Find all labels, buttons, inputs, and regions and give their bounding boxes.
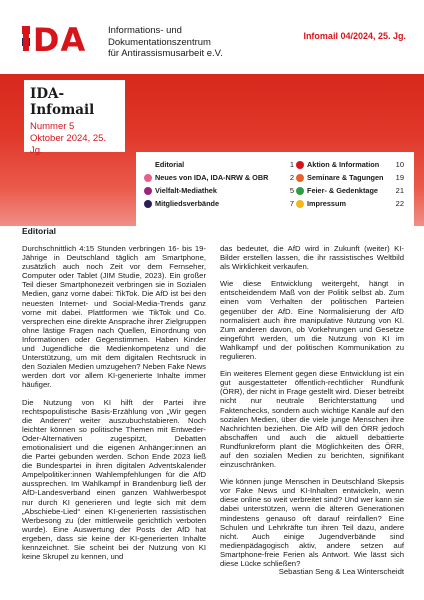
toc-column-left	[144, 158, 294, 210]
toc-item-label: Neues von IDA, IDA-NRW & OBR	[155, 173, 269, 182]
org-line: für Antirassismusarbeit e.V.	[108, 48, 223, 59]
toc-item-page: 1	[289, 160, 294, 169]
text-column-left	[22, 244, 206, 569]
issue-label: Infomail 04/2024, 25. Jg.	[303, 31, 406, 41]
text-column-right	[220, 244, 404, 576]
toc-item[interactable]	[296, 184, 404, 197]
toc-item-label: Seminare & Tagungen	[307, 173, 384, 182]
paragraph: Ein weiteres Element gegen diese Entwicklung ist ein gut ausgestatteter öffentlich-rechtlicher Rundfunk (ÖRR), der nicht in Frage gestellt wird. Dieser betreibt nicht nur neutrale Berichterstattung und Faktenchecks, sondern auch wichtige Kanäle auf den sozialen Medien, über die viele junge Menschen ihre Nachrichten beziehen. Die AfD will den ÖRR jedoch abschaffen und auch die aktuell debattierte Rundfunkreform plant die Möglichkeiten des ÖRR, auf den sozialen Medien zu berichten, signifikant einzuschränken.	[220, 369, 404, 470]
author-line: Sebastian Seng & Lea Winterscheidt	[278, 567, 404, 576]
section-color-dot-icon	[144, 174, 152, 182]
table-of-contents	[136, 152, 414, 234]
logo-text: IDA	[20, 21, 87, 59]
toc-item[interactable]	[296, 171, 404, 184]
toc-item-page: 2	[289, 173, 294, 182]
toc-item[interactable]	[144, 171, 294, 184]
section-color-dot-icon	[296, 187, 304, 195]
org-line: Informations- und	[108, 25, 182, 36]
section-heading: Editorial	[22, 226, 57, 236]
paragraph: Durchschnittlich 4:15 Stunden verbringen 16- bis 19-Jährige in Deutschland täglich am Smartphone, zusätzlich auch noch Zeit vor dem Fernseher, Computer oder Tablet (JIM Studie, 2023). Ein großer Teil dieser Smartphonezeit verbringen sie in Sozialen Medien, ganz vorne dabei: TikTok. Die AfD ist bei den neuesten Internet- und Social-Media-Trends ganz vorne mit dabei. Plattformen wie TikTok und Co. versprechen eine direkte Ansprache ihrer Zielgruppen ohne lästige Fragen nach Quellen, Einordnung von Informationen oder Gegenstimmen. Haben Kinder und Jugendliche die Medienkompetenz und die Unterstützung, um mit dem digitalen Rechtsruck in den Sozialen Medien umzugehen? Neben Fake News werden dort vor allem KI-generierte Inhalte immer häufiger.	[22, 244, 206, 390]
toc-item-label: Aktion & Information	[307, 160, 380, 169]
section-color-dot-icon	[296, 174, 304, 182]
toc-item-label: Editorial	[155, 160, 185, 169]
issue-date: Oktober 2024, 25. Jg.	[30, 133, 107, 156]
paragraph: Wie können junge Menschen in Deutschland Skepsis vor Fake News und KI-Inhalten entwickeln, wenn diese online so weit verbreitet sind? Und wer kann sie dabei unterstützen, wenn die älteren Generationen mindestens genauso oft darauf reinfallen? Eine Schulen und Lehrkräfte tun ihren Teil dazu, andere nicht. Auch einige Jugendverbände sind medienpädagogisch aktiv, andere setzen auf Smartphone-freie Ferien als Antwort. Wie lässt sich diese Lücke schließen?	[220, 477, 404, 568]
paragraph: das bedeutet, die AfD wird in Zukunft (weiter) KI-Bilder erstellen lassen, die ihr rassistisches Weltbild als Wirklichkeit verkaufen.	[220, 244, 404, 272]
title-box	[24, 80, 125, 156]
toc-item[interactable]	[296, 197, 404, 210]
section-color-dot-icon	[144, 200, 152, 208]
toc-item-page: 21	[395, 186, 404, 195]
toc-item-page: 19	[395, 173, 404, 182]
toc-item-label: Feier- & Gedenktage	[307, 186, 378, 195]
toc-item-label: Mitgliedsverbände	[155, 199, 220, 208]
toc-item[interactable]	[144, 158, 294, 171]
toc-item[interactable]	[144, 184, 294, 197]
toc-column-right	[296, 158, 404, 210]
header	[0, 0, 424, 74]
toc-item-page: 5	[289, 186, 294, 195]
toc-item[interactable]	[296, 158, 404, 171]
newsletter-title: IDA-Infomail	[30, 86, 95, 118]
section-color-dot-icon	[296, 161, 304, 169]
paragraph: Wie diese Entwicklung weitergeht, hängt in entscheidendem Maß von der Politik selbst ab. Zum einen vom Verhalten der politischen Parteien gegenüber der AfD. Eine Normalisierung der AfD normalisiert auch ihre manipulative Nutzung von KI. Zum anderen davon, ob Vorkehrungen und Gesetze eingeführt werden, um die Nutzung von KI im Wahlkampf und der politischen Kommunikation zu regulieren.	[220, 279, 404, 362]
section-color-dot-icon	[296, 200, 304, 208]
toc-item-page: 7	[289, 199, 294, 208]
org-line: Dokumentationszentrum	[108, 36, 211, 48]
toc-item[interactable]	[144, 197, 294, 210]
issue-number: Nummer 5	[30, 121, 75, 132]
section-color-dot-icon	[144, 187, 152, 195]
organization-name	[108, 25, 278, 60]
toc-item-page: 22	[395, 199, 404, 208]
toc-item-label: Impressum	[307, 199, 346, 208]
toc-item-label: Vielfalt-Mediathek	[155, 186, 217, 195]
paragraph: Die Nutzung von KI hilft der Partei ihre rechtspopulistische Basis-Erzählung von „Wir gegen die Anderen“ weiter auszubuchstabieren. Noch leichter können so politische Themen mit Entweder-Oder-Alternativen zugespitzt, Debatten emotionalisiert und die eigenen Anhänger:innen an die Partei gebunden werden. Schon Ende 2023 ließ die Bundespartei in ihren digitalen Adventskalender Ampelpolitiker:innen Wahlempfehlungen für die AfD aussprechen. Im Wahlkampf in Brandenburg ließ der AfD-Landesverband einen ganzen Wahlwerbespot nur durch KI generieren und legte sich mit dem „Abschiebe-Lied“ einen KI-generierten rassistischen Werbesong zu (der mittlerweile gerichtlich verboten wurde). Eine Auswertung der Posts der AfD hat ergeben, dass sie keine der KI-generierten Inhalte kennzeichnet. Sie scheint bei der Nutzung von KI keine Skrupel zu kennen, und	[22, 397, 206, 562]
toc-item-page: 10	[395, 160, 404, 169]
section-color-dot-icon	[144, 161, 152, 169]
